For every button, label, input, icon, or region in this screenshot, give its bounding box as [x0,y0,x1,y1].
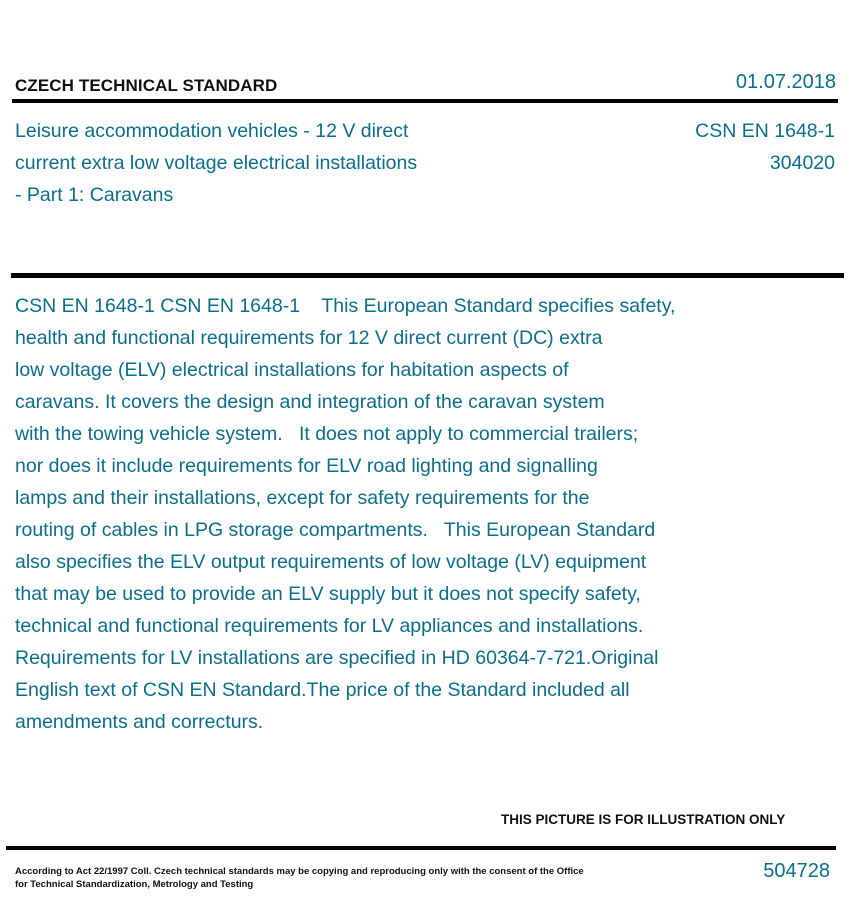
abstract-line: low voltage (ELV) electrical installations for habitation aspects of [15,359,569,381]
abstract-line: nor does it include requirements for ELV road lighting and signalling [15,455,598,477]
legal-line: for Technical Standardization, Metrology and Testing [15,879,254,890]
standard-code: CSN EN 1648-1 [695,120,835,142]
abstract-line: CSN EN 1648-1 CSN EN 1648-1 This European Standard specifies safety, [15,295,676,317]
abstract-line: amendments and correcturs. [15,711,264,733]
title-line: Leisure accommodation vehicles - 12 V direct [15,120,409,142]
abstract-line: that may be used to provide an ELV supply but it does not specify safety, [15,583,641,605]
abstract-line: English text of CSN EN Standard.The price of the Standard included all [15,679,630,701]
abstract-line: with the towing vehicle system. It does not apply to commercial trailers; [15,423,639,445]
illustration-note: THIS PICTURE IS FOR ILLUSTRATION ONLY [501,812,786,827]
abstract-line: caravans. It covers the design and integration of the caravan system [15,391,605,413]
legal-notice [15,865,595,891]
title-line: current extra low voltage electrical installations [15,152,418,174]
abstract-line: also specifies the ELV output requirements of low voltage (LV) equipment [15,551,647,573]
abstract-line: health and functional requirements for 12 V direct current (DC) extra [15,327,603,349]
abstract-line: routing of cables in LPG storage compartments. This European Standard [15,519,656,541]
publication-date: 01.07.2018 [735,71,836,93]
document-id-number: 504728 [763,860,830,882]
abstract-line: lamps and their installations, except for safety requirements for the [15,487,590,509]
catalog-number: 304020 [769,152,835,174]
abstract-text [15,290,775,738]
section-divider [11,273,844,278]
standard-codes [695,115,835,179]
title-line: - Part 1: Caravans [15,184,174,206]
abstract-line: technical and functional requirements for LV appliances and installations. [15,615,644,637]
standard-type-label: CZECH TECHNICAL STANDARD [15,76,278,95]
document-title [15,115,485,211]
abstract-line: Requirements for LV installations are specified in HD 60364-7-721.Original [15,647,659,669]
legal-line: According to Act 22/1997 Coll. Czech technical standards may be copying and reproducing only with the consent of the Office [15,866,584,877]
header-divider [12,99,838,103]
footer-divider [6,846,836,850]
